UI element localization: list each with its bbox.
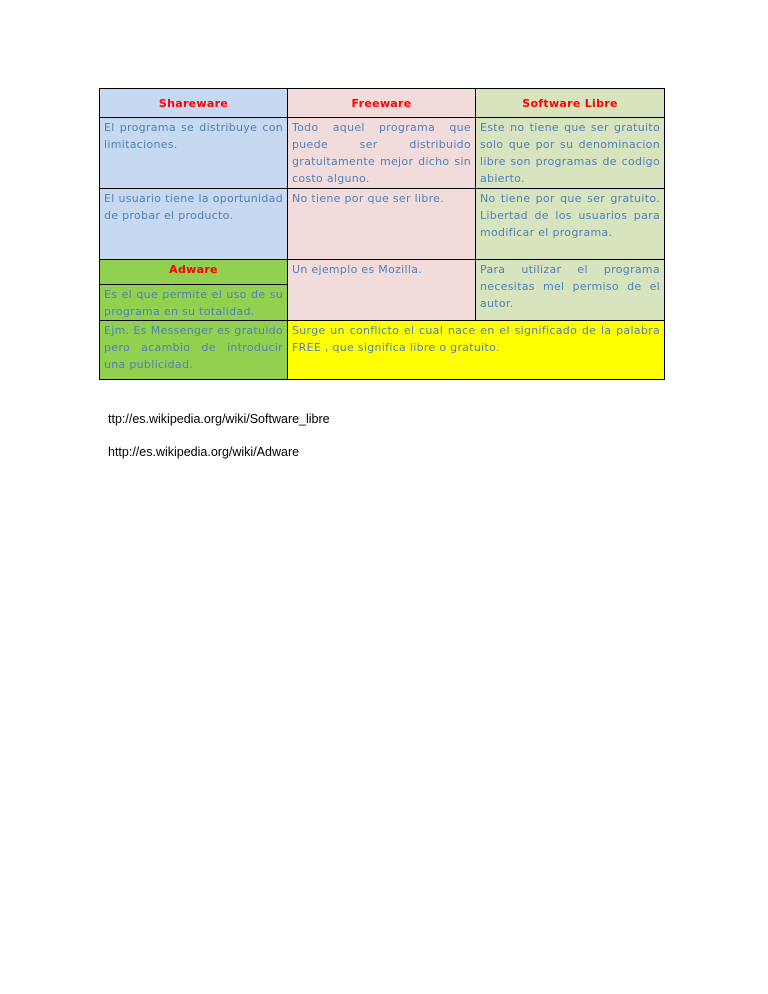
cell-freeware-description: Todo aquel programa que puede ser distribuido gratuitamente mejor dicho sin costo alguno. bbox=[288, 118, 476, 189]
cell-adware-block bbox=[100, 260, 288, 321]
cell-adware-description: Es el que permite el uso de su programa en su totalidad. bbox=[104, 288, 283, 318]
table-row bbox=[100, 321, 665, 380]
cell-freeware-example: Un ejemplo es Mozilla. bbox=[288, 260, 476, 321]
header-adware: Adware bbox=[169, 263, 218, 276]
table-header-row bbox=[100, 89, 665, 118]
header-shareware: Shareware bbox=[100, 89, 288, 118]
table-row bbox=[100, 260, 665, 321]
cell-shareware-trial: El usuario tiene la oportunidad de probar el producto. bbox=[100, 189, 288, 260]
comparison-table bbox=[99, 88, 665, 380]
cell-software-libre-freedom: No tiene por que ser gratuito. Libertad de los usuarios para modificar el programa. bbox=[476, 189, 665, 260]
cell-free-conflict: Surge un conflicto el cual nace en el significado de la palabra FREE , que significa libre o gratuito. bbox=[288, 321, 665, 380]
cell-software-libre-description: Este no tiene que ser gratuito solo que por su denominacion libre son programas de codigo abierto. bbox=[476, 118, 665, 189]
header-software-libre: Software Libre bbox=[476, 89, 665, 118]
table-row bbox=[100, 118, 665, 189]
table-row bbox=[100, 189, 665, 260]
cell-freeware-not-libre: No tiene por que ser libre. bbox=[288, 189, 476, 260]
adware-link[interactable]: http://es.wikipedia.org/wiki/Adware bbox=[108, 445, 300, 459]
cell-shareware-description: El programa se distribuye con limitaciones. bbox=[100, 118, 288, 189]
cell-software-libre-permission: Para utilizar el programa necesitas mel permiso de el autor. bbox=[476, 260, 665, 321]
software-libre-link[interactable]: ttp://es.wikipedia.org/wiki/Software_libre bbox=[108, 412, 330, 426]
cell-adware-example: Ejm. Es Messenger es gratuido pero acambio de introducir una publicidad. bbox=[100, 321, 288, 380]
header-freeware: Freeware bbox=[288, 89, 476, 118]
